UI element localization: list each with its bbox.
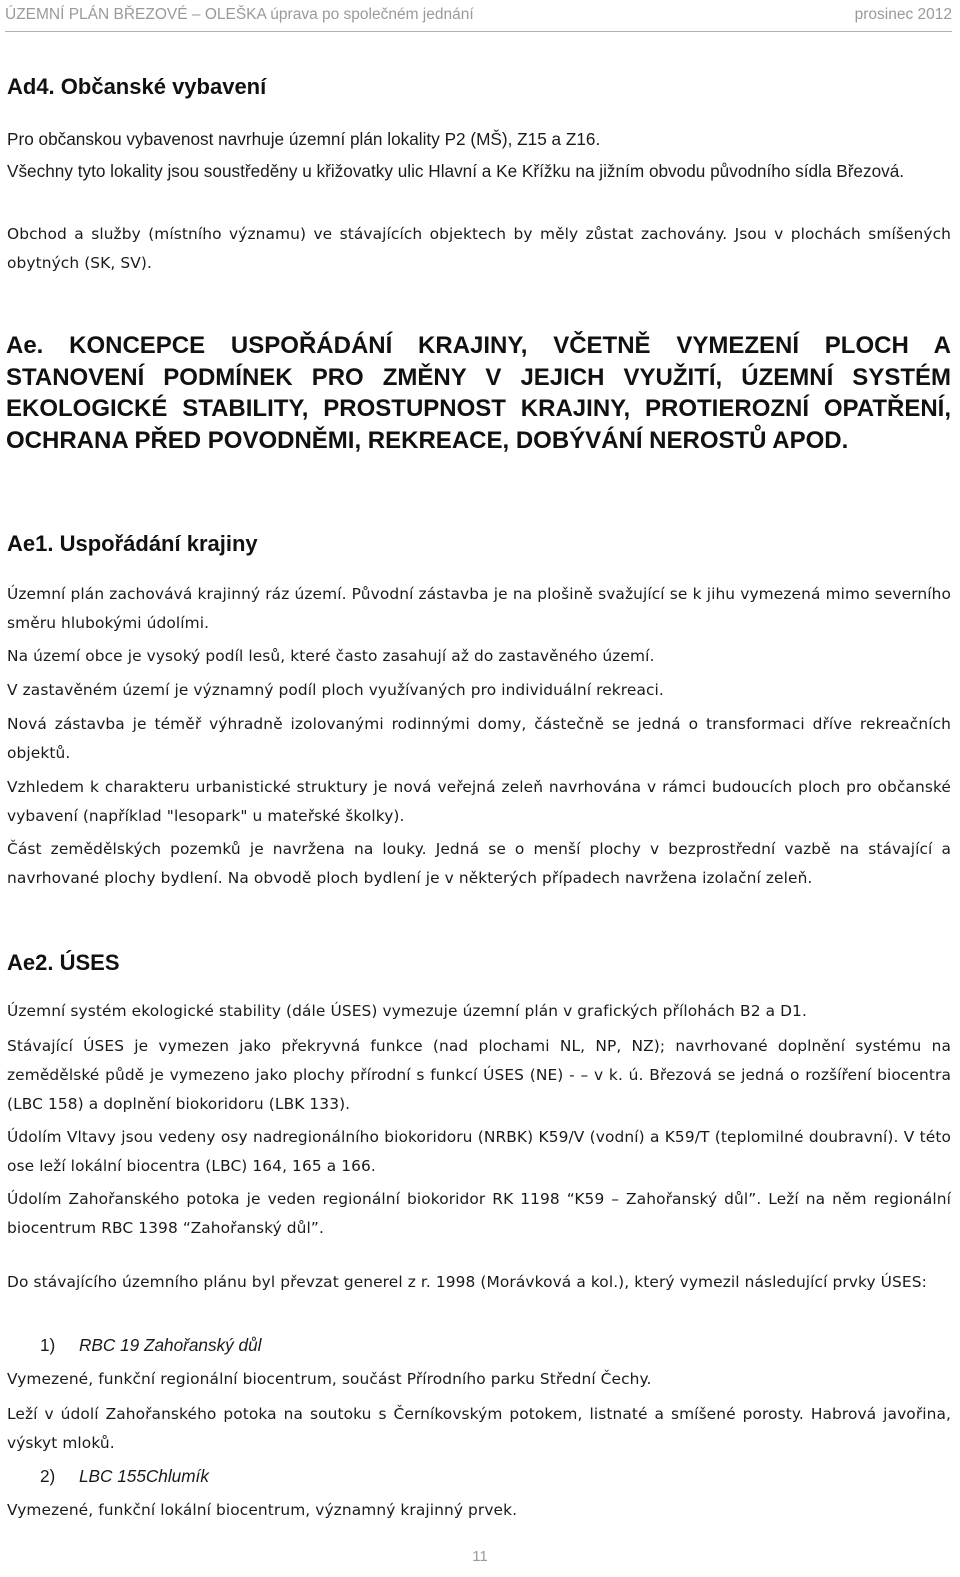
- list-item-number: 1): [40, 1335, 56, 1355]
- paragraph-ad4-1: Pro občanskou vybavenost navrhuje územní plán lokality P2 (MŠ), Z15 a Z16.: [7, 129, 601, 149]
- paragraph-ae2-8: Vymezené, funkční lokální biocentrum, významný krajinný prvek.: [7, 1501, 518, 1519]
- paragraph-ae2-2: Stávající ÚSES je vymezen jako překryvná funkce (nad plochami NL, NP, NZ); navrhované doplnění systému na zemědělské půdě je vymezeno jako plochy přírodní s funkcí ÚSES (NE) - – v k. ú. Březová se jedná o rozšíření biocentra (LBC 158) a doplnění biokoridoru (LBK 133).: [7, 1037, 951, 1113]
- list-item-number: 2): [40, 1466, 56, 1486]
- header-date: prosinec 2012: [854, 6, 952, 23]
- paragraph-ae2-1: Územní systém ekologické stability (dále ÚSES) vymezuje územní plán v grafických přílohách B2 a D1.: [7, 1002, 807, 1020]
- heading-ae: Ae. KONCEPCE USPOŘÁDÁNÍ KRAJINY, VČETNĚ VYMEZENÍ PLOCH A STANOVENÍ PODMÍNEK PRO ZMĚNY V JEJICH VYUŽITÍ, ÚZEMNÍ SYSTÉM EKOLOGICKÉ STABILITY, PROSTUPNOST KRAJINY, PROTIEROZNÍ OPATŘENÍ, OCHRANA PŘED POVODNĚMI, REKREACE, DOBÝVÁNÍ NEROSTŮ APOD.: [6, 332, 951, 454]
- heading-ad4: Ad4. Občanské vybavení: [7, 74, 267, 99]
- page-number: 11: [472, 1548, 488, 1565]
- paragraph-ae1-5: Vzhledem k charakteru urbanistické struktury je nová veřejná zeleň navrhována v rámci budoucích ploch pro občanské vybavení (například "lesopark" u mateřské školky).: [7, 778, 951, 825]
- paragraph-ae1-6: Část zemědělských pozemků je navržena na louky. Jedná se o menší plochy v bezprostřední vazbě na stávající a navrhované plochy bydlení. Na obvodě ploch bydlení je v některých případech navržena izolační zeleň.: [7, 840, 951, 887]
- running-header: [5, 0, 952, 30]
- list-item-text: RBC 19 Zahořanský důl: [79, 1335, 262, 1355]
- paragraph-ae1-2: Na území obce je vysoký podíl lesů, které často zasahují až do zastavěného území.: [7, 647, 655, 665]
- paragraph-ae2-5: Do stávajícího územního plánu byl převzat generel z r. 1998 (Morávková a kol.), který vymezil následující prvky ÚSES:: [7, 1273, 927, 1291]
- paragraph-ad4-3: Obchod a služby (místního významu) ve stávajících objektech by měly zůstat zachovány. Jsou v plochách smíšených obytných (SK, SV).: [7, 225, 951, 272]
- list-item-text: LBC 155Chlumík: [79, 1466, 209, 1486]
- heading-ae2: Ae2. ÚSES: [7, 950, 120, 975]
- paragraph-ae1-4: Nová zástavba je téměř výhradně izolovanými rodinnými domy, částečně se jedná o transformaci dříve rekreačních objektů.: [7, 715, 951, 762]
- paragraph-ae1-1: Územní plán zachovává krajinný ráz území. Původní zástavba je na plošině svažující se k jihu vymezená mimo severního směru hlubokými údolími.: [7, 585, 951, 632]
- heading-ae1: Ae1. Uspořádání krajiny: [7, 531, 258, 556]
- paragraph-ae2-4: Údolím Zahořanského potoka je veden regionální biokoridor RK 1198 “K59 – Zahořanský důl”. Leží na něm regionální biocentrum RBC 1398 “Zahořanský důl”.: [7, 1190, 951, 1237]
- paragraph-ae2-6: Vymezené, funkční regionální biocentrum, součást Přírodního parku Střední Čechy.: [7, 1370, 652, 1388]
- paragraph-ae2-7: Leží v údolí Zahořanského potoka na soutoku s Černíkovským potokem, listnaté a smíšené porosty. Habrová javořina, výskyt mloků.: [7, 1405, 951, 1452]
- header-divider: [5, 31, 952, 32]
- list-item-lbc155: [40, 1462, 209, 1491]
- list-item-rbc19: [40, 1331, 261, 1360]
- header-title: ÚZEMNÍ PLÁN BŘEZOVÉ – OLEŠKA úprava po společném jednání: [5, 6, 474, 23]
- paragraph-ad4-2: Všechny tyto lokality jsou soustředěny u křižovatky ulic Hlavní a Ke Křížku na jižním obvodu původního sídla Březová.: [7, 161, 905, 181]
- paragraph-ae2-3: Údolím Vltavy jsou vedeny osy nadregionálního biokoridoru (NRBK) K59/V (vodní) a K59/T (teplomilné doubravní). V této ose leží lokální biocentra (LBC) 164, 165 a 166.: [7, 1128, 951, 1175]
- paragraph-ae1-3: V zastavěném území je významný podíl ploch využívaných pro individuální rekreaci.: [7, 681, 664, 699]
